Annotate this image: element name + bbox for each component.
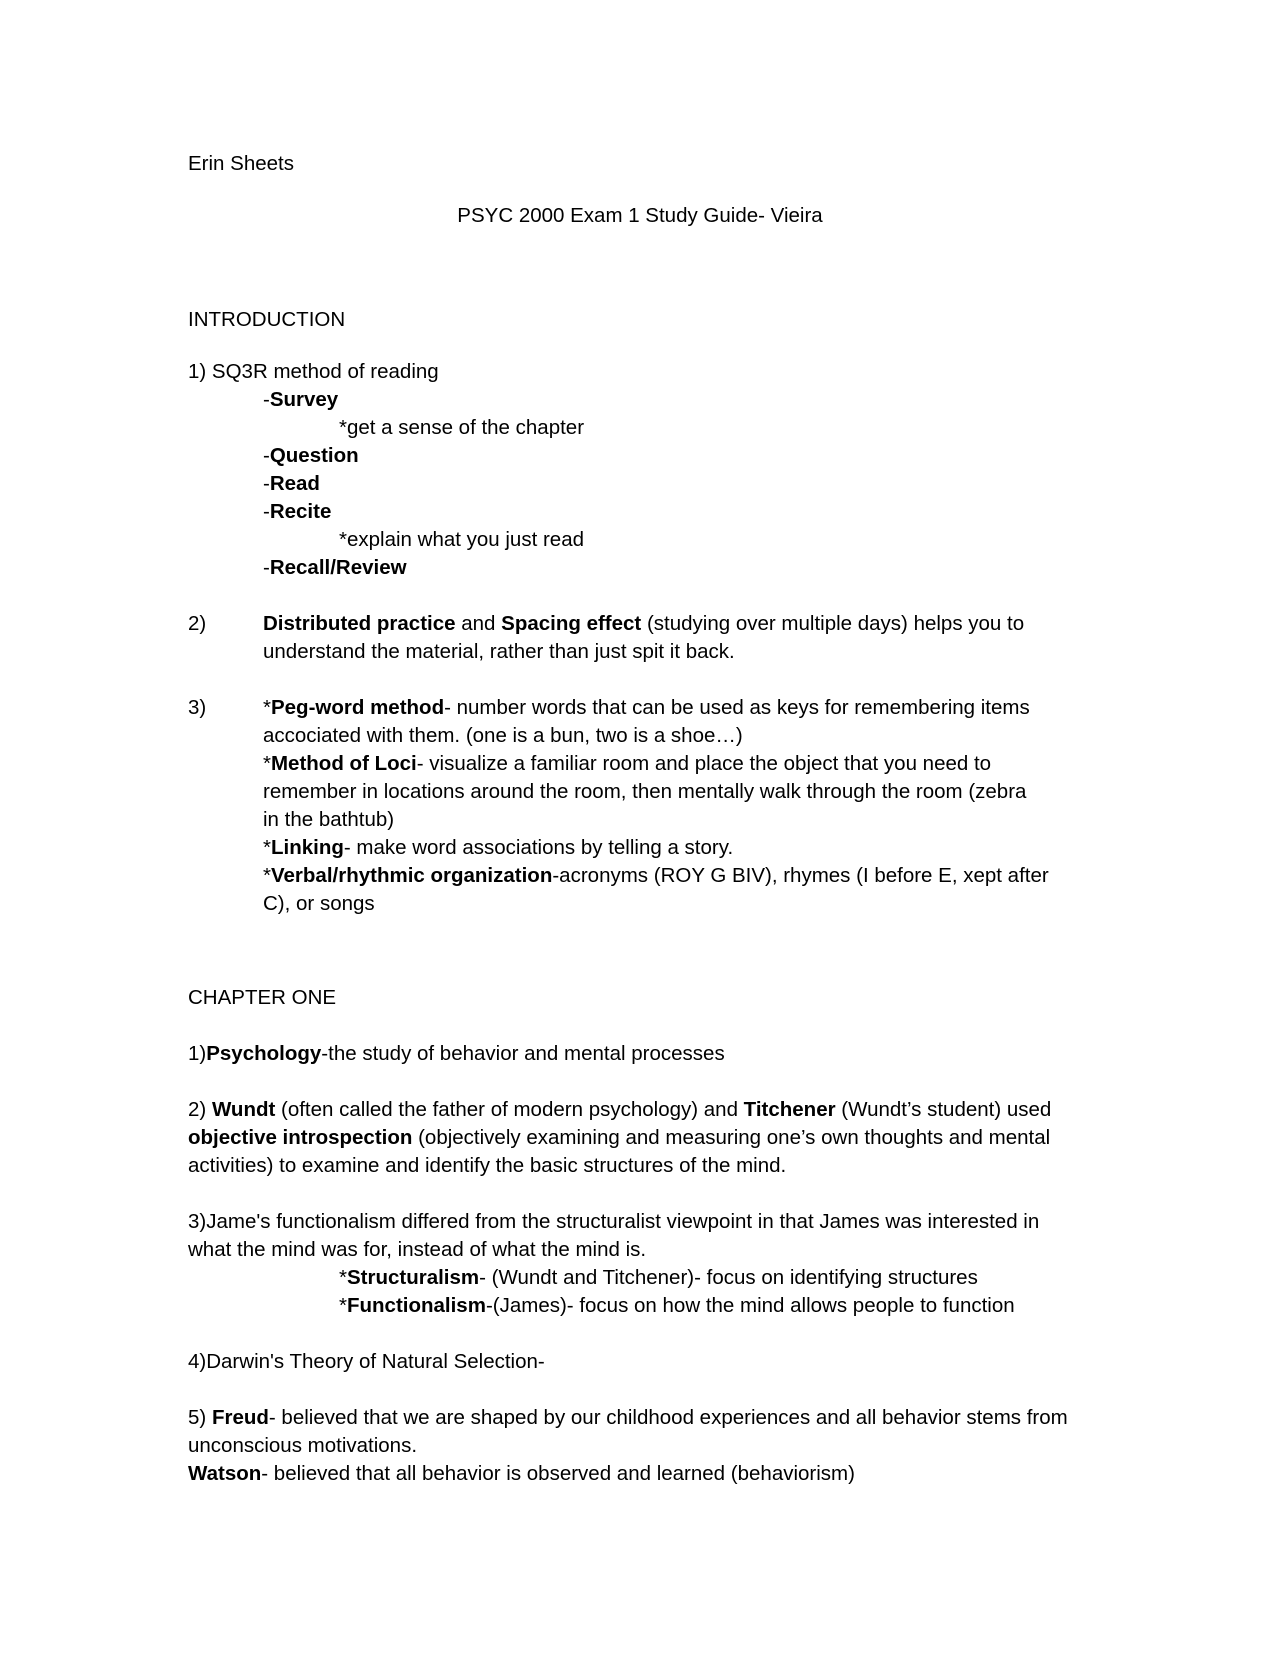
ch1-item-5-line-1: 5) Freud- believed that we are shaped by our childhood experiences and all behavior stems from bbox=[188, 1406, 1068, 1429]
peg-word-line-1: *Peg-word method- number words that can be used as keys for remembering items bbox=[263, 696, 1030, 719]
ch1-item-2-line-3: activities) to examine and identify the basic structures of the mind. bbox=[188, 1154, 787, 1177]
sq3r-recite-note: *explain what you just read bbox=[339, 528, 585, 551]
loci-line-3: in the bathtub) bbox=[263, 808, 395, 831]
verbal-line-1: *Verbal/rhythmic organization-acronyms (ROY G BIV), rhymes (I before E, xept after bbox=[263, 864, 1049, 887]
verbal-line-2: C), or songs bbox=[263, 892, 375, 915]
structuralism-line: *Structuralism- (Wundt and Titchener)- focus on identifying structures bbox=[339, 1266, 978, 1289]
intro-item-2-line-1: Distributed practice and Spacing effect (studying over multiple days) helps you to bbox=[263, 612, 1025, 635]
sq3r-title: 1) SQ3R method of reading bbox=[188, 360, 439, 383]
sq3r-survey: -Survey bbox=[263, 388, 339, 411]
author-name: Erin Sheets bbox=[188, 152, 294, 175]
ch1-item-5-line-2: unconscious motivations. bbox=[188, 1434, 418, 1457]
ch1-item-3-line-2: what the mind was for, instead of what the mind is. bbox=[188, 1238, 647, 1261]
sq3r-question: -Question bbox=[263, 444, 359, 467]
intro-item-2-line-2: understand the material, rather than just spit it back. bbox=[263, 640, 735, 663]
linking-line: *Linking- make word associations by telling a story. bbox=[263, 836, 734, 859]
ch1-item-4: 4)Darwin's Theory of Natural Selection- bbox=[188, 1350, 545, 1373]
ch1-item-5-line-3: Watson- believed that all behavior is observed and learned (behaviorism) bbox=[188, 1462, 855, 1485]
ch1-item-2-line-2: objective introspection (objectively examining and measuring one’s own thoughts and mental bbox=[188, 1126, 1051, 1149]
intro-item-2-number: 2) bbox=[188, 612, 207, 635]
chapter-one-heading: CHAPTER ONE bbox=[188, 986, 337, 1009]
intro-heading: INTRODUCTION bbox=[188, 308, 346, 331]
functionalism-line: *Functionalism-(James)- focus on how the mind allows people to function bbox=[339, 1294, 1015, 1317]
sq3r-recall: -Recall/Review bbox=[263, 556, 407, 579]
intro-item-3-number: 3) bbox=[188, 696, 207, 719]
ch1-item-2-line-1: 2) Wundt (often called the father of modern psychology) and Titchener (Wundt’s student) used bbox=[188, 1098, 1052, 1121]
document-title: PSYC 2000 Exam 1 Study Guide- Vieira bbox=[457, 204, 823, 227]
sq3r-survey-note: *get a sense of the chapter bbox=[339, 416, 585, 439]
sq3r-recite: -Recite bbox=[263, 500, 332, 523]
loci-line-2: remember in locations around the room, then mentally walk through the room (zebra bbox=[263, 780, 1027, 803]
loci-line-1: *Method of Loci- visualize a familiar room and place the object that you need to bbox=[263, 752, 992, 775]
peg-word-line-2: accociated with them. (one is a bun, two is a shoe…) bbox=[263, 724, 743, 747]
ch1-item-3-line-1: 3)Jame's functionalism differed from the structuralist viewpoint in that James was interested in bbox=[188, 1210, 1040, 1233]
ch1-item-1: 1)Psychology-the study of behavior and mental processes bbox=[188, 1042, 725, 1065]
sq3r-read: -Read bbox=[263, 472, 320, 495]
